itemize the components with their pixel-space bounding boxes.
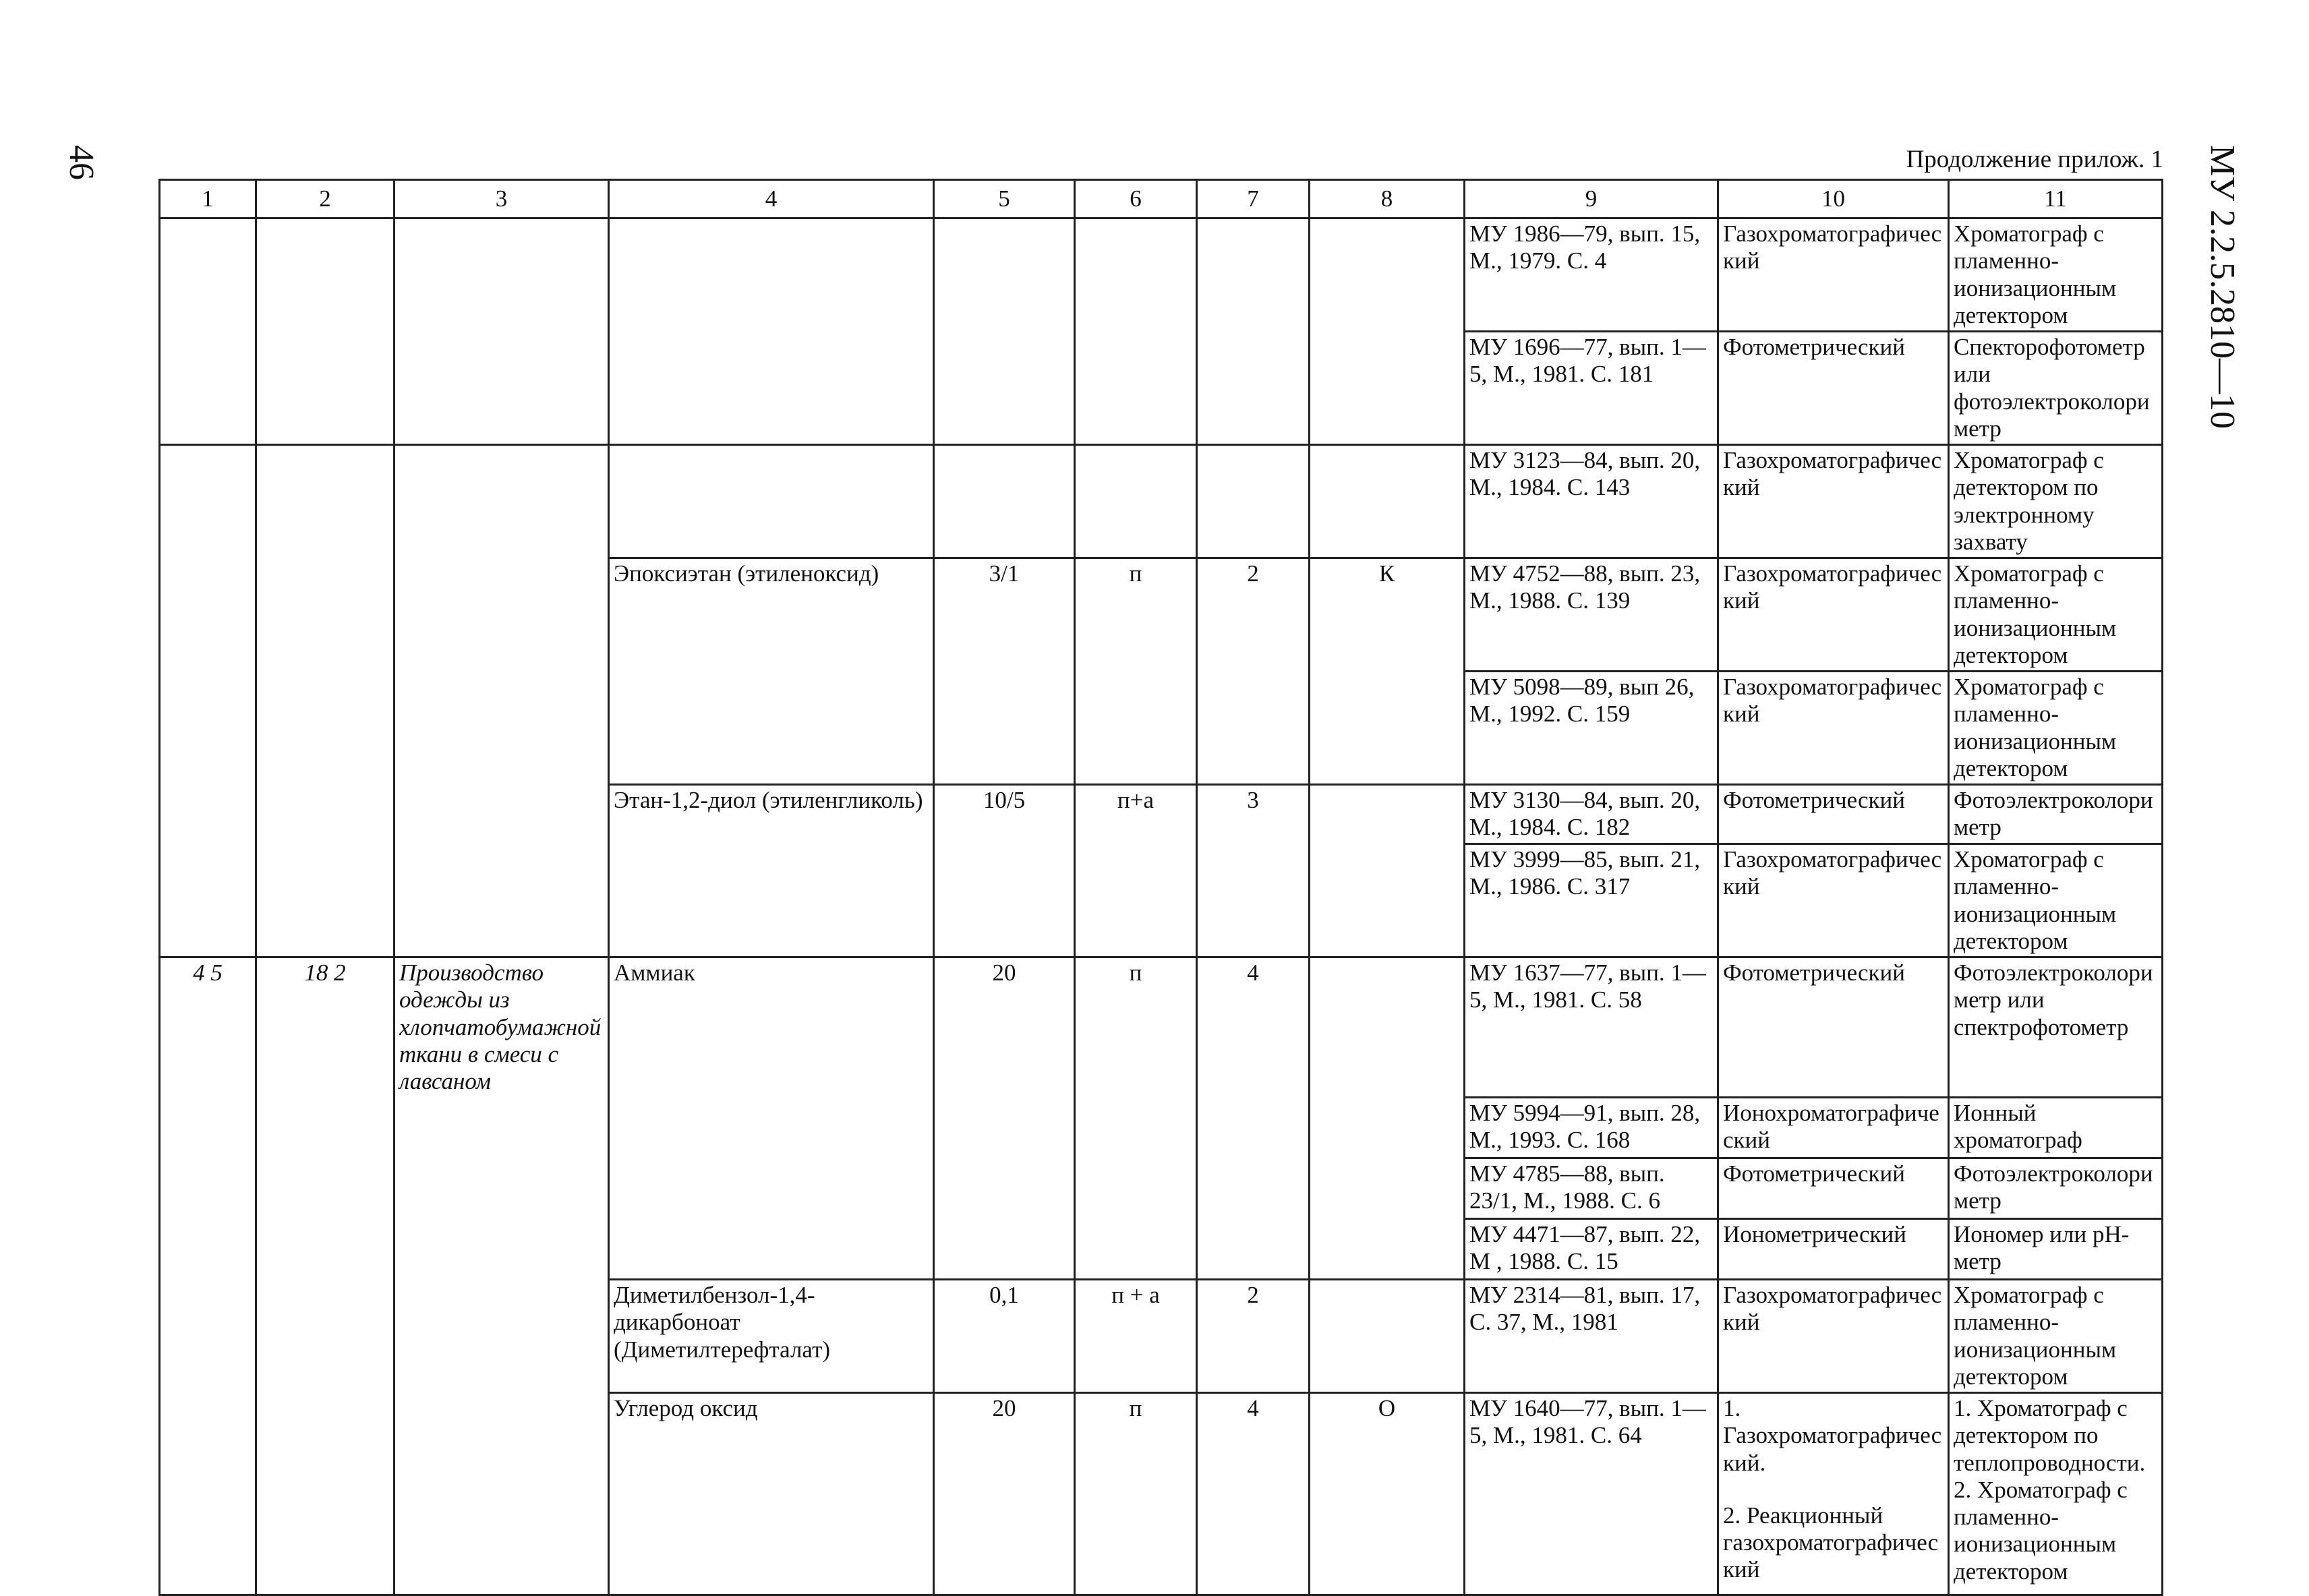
col-header-10: 10: [1718, 180, 1949, 218]
cell-empty: [160, 218, 256, 445]
cell-instrument: Хроматограф с пламенно-ионизационным детектором: [1949, 558, 2163, 672]
cell-method-ref: МУ 5994—91, вып. 28, М., 1993. С. 168: [1465, 1098, 1718, 1158]
instrument-1: 1. Хроматограф с детектором по теплопроводности.: [1954, 1395, 2146, 1476]
cell-empty: [1197, 218, 1310, 445]
cell-instrument: Спекторофотометр или фотоэлектроколориметр: [1949, 332, 2163, 445]
header-row: [160, 180, 2163, 218]
cell-instrument: Хроматограф с пламенно-ионизационным детектором: [1949, 844, 2163, 957]
method-type-1: 1. Газохроматографический.: [1723, 1395, 1942, 1476]
cell-method-ref: МУ 1637—77, вып. 1—5, М., 1981. С. 58: [1465, 957, 1718, 1098]
cell-row-number: 4 5: [160, 957, 256, 1595]
col-header-6: 6: [1075, 180, 1197, 218]
cell-substance: Углерод оксид: [609, 1393, 934, 1595]
cell-state: п: [1075, 1393, 1197, 1595]
cell-method-ref: МУ 3999—85, вып. 21, М., 1986. С. 317: [1465, 844, 1718, 957]
cell-empty: [934, 218, 1075, 445]
cell-method-ref: МУ 3130—84, вып. 20, М., 1984. С. 182: [1465, 785, 1718, 844]
cell-method-type: Газохроматографический: [1718, 1280, 1949, 1393]
cell-empty: [394, 218, 609, 445]
cell-method-type: Газохроматографический: [1718, 672, 1949, 785]
cell-method-type: Газохроматографический: [1718, 218, 1949, 332]
cell-substance: Этан-1,2-диол (этиленгликоль): [609, 785, 934, 957]
cell-method-ref: МУ 2314—81, вып. 17, С. 37, М., 1981: [1465, 1280, 1718, 1393]
instrument-2: 2. Хроматограф с пламенно-ионизационным детектором: [1954, 1476, 2128, 1585]
cell-mpc: 20: [934, 1393, 1075, 1595]
table-row: [160, 445, 2163, 558]
col-header-2: 2: [256, 180, 394, 218]
cell-instrument: Хроматограф с детектором по электронному захвату: [1949, 445, 2163, 558]
cell-state: п + а: [1075, 1280, 1197, 1393]
cell-empty: [934, 445, 1075, 558]
col-header-1: 1: [160, 180, 256, 218]
cell-state: п+а: [1075, 785, 1197, 957]
cell-empty: [1075, 445, 1197, 558]
cell-empty: [160, 445, 256, 957]
col-header-5: 5: [934, 180, 1075, 218]
cell-method-ref: МУ 1986—79, вып. 15, М., 1979. С. 4: [1465, 218, 1718, 332]
cell-method-ref: МУ 5098—89, вып 26, М., 1992. С. 159: [1465, 672, 1718, 785]
data-table: [158, 179, 2163, 1596]
cell-method-type: Газохроматографический: [1718, 844, 1949, 957]
page-number: 46: [62, 145, 100, 180]
cell-instrument: [1949, 1393, 2163, 1595]
table-row: [160, 957, 2163, 1098]
cell-instrument: Хроматограф с пламенно-ионизационным детектором: [1949, 218, 2163, 332]
table-row: [160, 218, 2163, 332]
cell-method-ref: МУ 1640—77, вып. 1—5, М., 1981. С. 64: [1465, 1393, 1718, 1595]
cell-empty: [609, 445, 934, 558]
cell-hazard-class: 3: [1197, 785, 1310, 957]
cell-empty: [609, 218, 934, 445]
cell-instrument: Иономер или рН-метр: [1949, 1219, 2163, 1280]
cell-empty: [1310, 957, 1465, 1280]
cell-empty: [1197, 445, 1310, 558]
cell-mpc: 20: [934, 957, 1075, 1280]
col-header-7: 7: [1197, 180, 1310, 218]
col-header-8: 8: [1310, 180, 1465, 218]
cell-mpc: 3/1: [934, 558, 1075, 785]
cell-empty: [256, 218, 394, 445]
document-code: МУ 2.2.5.2810—10: [2203, 145, 2242, 430]
col-header-11: 11: [1949, 180, 2163, 218]
cell-production: Производство одежды из хлопчатобумажной ткани в смеси с лавсаном: [394, 957, 609, 1595]
cell-empty: [1075, 218, 1197, 445]
cell-hazard-class: 2: [1197, 1280, 1310, 1393]
cell-hazard-class: 4: [1197, 957, 1310, 1280]
cell-method-ref: МУ 3123—84, вып. 20, М., 1984. С. 143: [1465, 445, 1718, 558]
cell-method-type: Фотометрический: [1718, 1158, 1949, 1219]
cell-empty: [394, 445, 609, 957]
cell-mpc: 10/5: [934, 785, 1075, 957]
cell-method-ref: МУ 4471—87, вып. 22, М , 1988. С. 15: [1465, 1219, 1718, 1280]
cell-instrument: Фотоэлектроколориметр или спектрофотометр: [1949, 957, 2163, 1098]
cell-instrument: Хроматограф с пламенно-ионизационным детектором: [1949, 1280, 2163, 1393]
cell-empty: [256, 445, 394, 957]
cell-action: О: [1310, 1393, 1465, 1595]
cell-hazard-class: 4: [1197, 1393, 1310, 1595]
method-type-2: 2. Реакционный газохроматографический: [1723, 1502, 1939, 1583]
cell-instrument: Ионный хроматограф: [1949, 1098, 2163, 1158]
cell-mpc: 0,1: [934, 1280, 1075, 1393]
cell-empty: [1310, 445, 1465, 558]
cell-empty: [1310, 1280, 1465, 1393]
cell-method-type: Газохроматографический: [1718, 445, 1949, 558]
cell-state: п: [1075, 957, 1197, 1280]
cell-method-type: Фотометрический: [1718, 957, 1949, 1098]
col-header-9: 9: [1465, 180, 1718, 218]
cell-substance: Эпоксиэтан (этиленоксид): [609, 558, 934, 785]
cell-method-ref: МУ 4752—88, вып. 23, М., 1988. С. 139: [1465, 558, 1718, 672]
cell-action: К: [1310, 558, 1465, 785]
col-header-3: 3: [394, 180, 609, 218]
cell-code: 18 2: [256, 957, 394, 1595]
cell-method-type: Фотометрический: [1718, 785, 1949, 844]
cell-method-type: [1718, 1393, 1949, 1595]
cell-instrument: Фотоэлектроколориметр: [1949, 785, 2163, 844]
cell-substance: Диметилбензол-1,4-дикарбоноат (Диметилтерефталат): [609, 1280, 934, 1393]
cell-method-type: Фотометрический: [1718, 332, 1949, 445]
cell-method-type: Газохроматографический: [1718, 558, 1949, 672]
col-header-4: 4: [609, 180, 934, 218]
cell-instrument: Фотоэлектроколориметр: [1949, 1158, 2163, 1219]
cell-empty: [1310, 218, 1465, 445]
cell-hazard-class: 2: [1197, 558, 1310, 785]
cell-instrument: Хроматограф с пламенно-ионизационным детектором: [1949, 672, 2163, 785]
continuation-caption: Продолжение прилож. 1: [1906, 146, 2163, 173]
cell-method-ref: МУ 4785—88, вып. 23/1, М., 1988. С. 6: [1465, 1158, 1718, 1219]
cell-method-ref: МУ 1696—77, вып. 1—5, М., 1981. С. 181: [1465, 332, 1718, 445]
cell-method-type: Ионометрический: [1718, 1219, 1949, 1280]
cell-state: п: [1075, 558, 1197, 785]
cell-method-type: Ионохроматографический: [1718, 1098, 1949, 1158]
cell-substance: Аммиак: [609, 957, 934, 1280]
cell-empty: [1310, 785, 1465, 957]
